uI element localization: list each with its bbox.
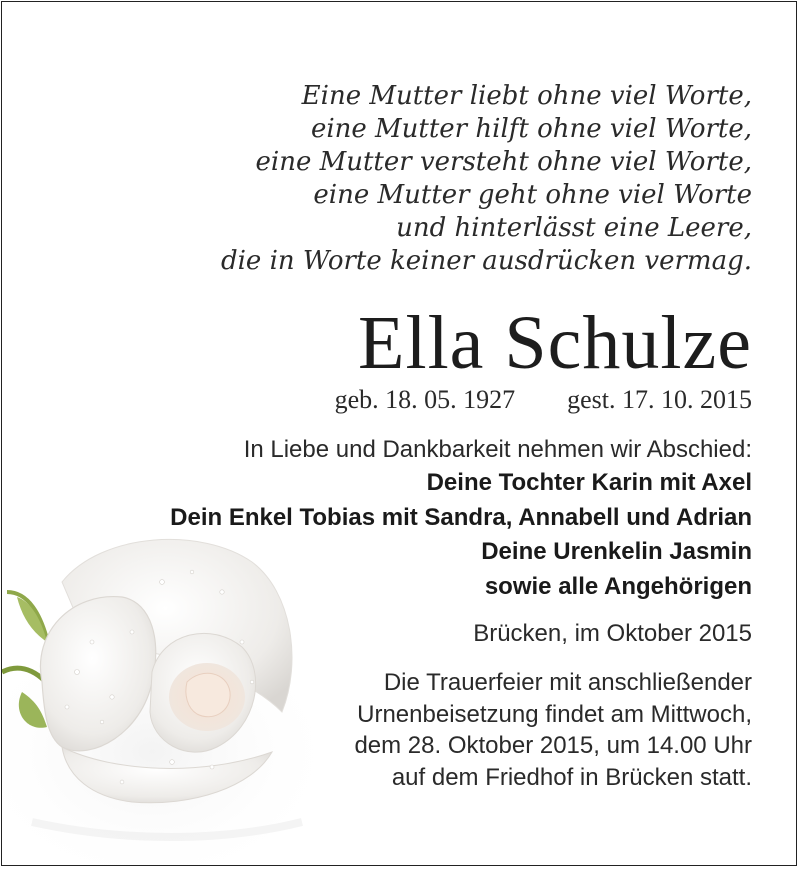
poem-line: eine Mutter geht ohne viel Worte [313, 180, 752, 210]
mourner-line: Deine Tochter Karin mit Axel [426, 469, 752, 496]
poem-line: eine Mutter versteht ohne viel Worte, [255, 147, 752, 177]
mourners-list [170, 466, 752, 604]
poem-line: Eine Mutter liebt ohne viel Worte, [301, 81, 752, 111]
poem [221, 80, 752, 278]
funeral-info [354, 667, 752, 793]
funeral-line: auf dem Friedhof in Brücken statt. [391, 763, 752, 791]
funeral-line: Urnenbeisetzung findet am Mittwoch, [357, 700, 752, 728]
poem-line: eine Mutter hilft ohne viel Worte, [310, 114, 752, 144]
poem-line: und hinterlässt eine Leere, [396, 213, 752, 243]
deceased-name: Ella Schulze [358, 301, 752, 385]
funeral-line: dem 28. Oktober 2015, um 14.00 Uhr [354, 732, 752, 759]
mourner-line: sowie alle Angehörigen [484, 572, 752, 600]
poem-line: die in Worte keiner ausdrücken vermag. [220, 246, 752, 276]
place-date: Brücken, im Oktober 2015 [473, 620, 752, 647]
birth-date: geb. 18. 05. 1927 [334, 385, 516, 414]
farewell-line: In Liebe und Dankbarkeit nehmen wir Abschied: [243, 436, 752, 463]
mourner-line: Dein Enkel Tobias mit Sandra, Annabell und Adrian [170, 503, 752, 531]
mourner-line: Deine Urenkelin Jasmin [481, 538, 752, 565]
death-date: gest. 17. 10. 2015 [567, 385, 752, 414]
funeral-line: Die Trauerfeier mit anschließender [383, 669, 752, 696]
life-dates [335, 385, 752, 415]
obituary-notice [1, 1, 797, 866]
